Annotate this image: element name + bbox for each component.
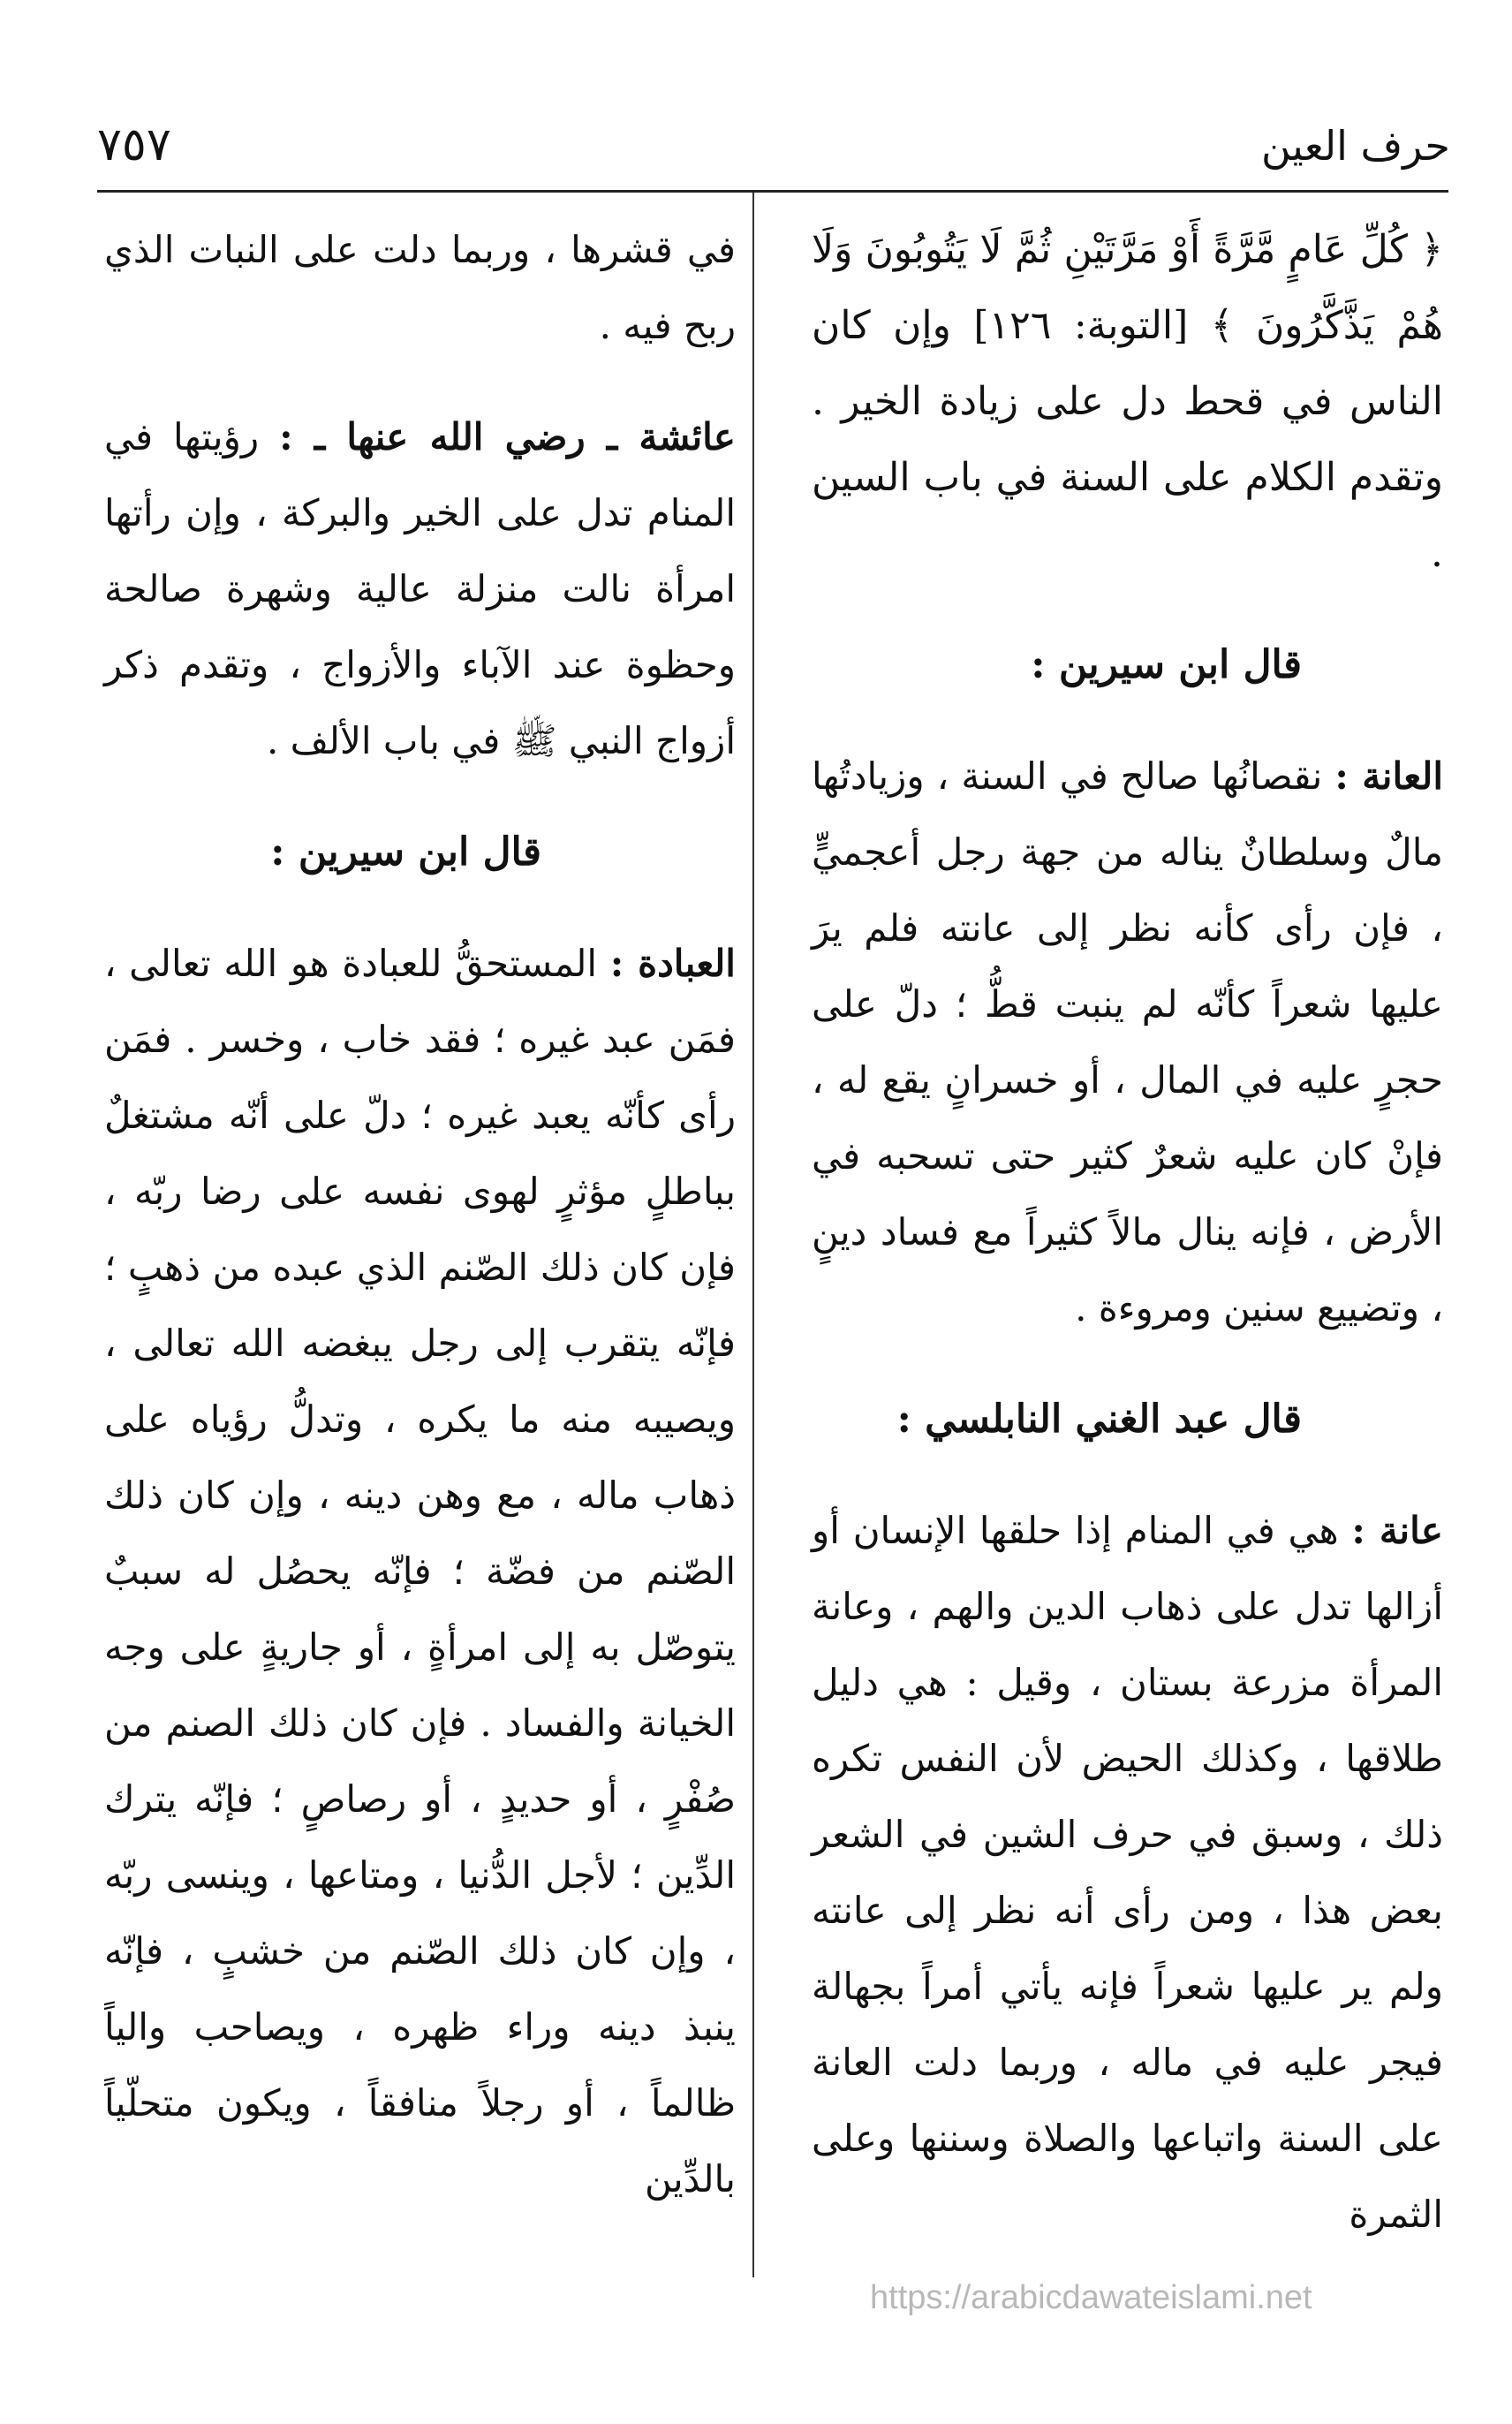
entry-term: العانة : [1334,754,1444,798]
entry-text: هي في المنام إذا حلقها الإنسان أو أزالها تدل على ذهاب الدين والهم ، وعانة المرأة مزرعة بستان ، وقيل : هي دليل طلاقها ، وكذلك الحيض لأن النفس تكره ذلك ، وسبق في حرف الشين في الشعر بعض هذا ، ومن رأى أنه نظر إلى عانته ولم ير عليها شعراً فإنه يأتي أمراً بجهالة فيجر عليه في ماله ، وربما دلت العانة على السنة واتباعها والصلاة وسننها وعلى الثمرة [812,1509,1443,2236]
watermark-url: https://arabicdawateislami.net [870,2279,1312,2316]
section-heading: قال ابن سيرين : [1031,642,1302,687]
entry-term: عانة : [1351,1509,1443,1552]
paragraph: ﴿ كُلِّ عَامٍ مَّرَّةً أَوْ مَرَّتَيْنِ ثُمَّ لَا يَتُوبُونَ وَلَا هُمْ يَذَّكَّرُونَ ﴾ [التوبة: ١٢٦] وإن كان الناس في قحط دل على زيادة الخير . وتقدم الكلام على السنة في باب السين . [812,227,1444,576]
left-column [104,212,736,2217]
entry-paragraph [104,399,736,779]
page-header [97,113,1450,193]
entry-paragraph [812,1493,1443,2253]
header-rule [97,190,1448,193]
section-heading: قال عبد الغني النابلسي : [896,1397,1302,1442]
right-column [812,212,1443,2253]
entry-paragraph [104,926,736,2217]
paragraph: في قشرها ، وربما دلت على النبات الذي ربح فيه . [104,228,736,347]
entry-paragraph [812,739,1443,1346]
entry-term: عائشة ـ رضي الله عنها ـ : [279,415,736,458]
page-number: ٧٥٧ [97,118,171,171]
entry-text: نقصانُها صالح في السنة ، وزيادتُها مالٌ وسلطانٌ يناله من جهة رجل أعجميٍّ ، فإن رأى كأنه نظر إلى عانته فلم يرَ عليها شعراً كأنّه لم ينبت قطُّ ؛ دلّ على حجرٍ عليه في المال ، أو خسرانٍ يقع له ، فإنْ كان عليه شعرٌ كثير حتى تسحبه في الأرض ، فإنه ينال مالاً كثيراً مع فساد دينٍ ، وتضييع سنين ومروءة . [812,754,1443,1329]
running-title: حرف العين [1260,122,1450,170]
entry-term: العبادة : [609,942,736,985]
column-divider [752,193,754,2277]
section-heading: قال ابن سيرين : [270,829,541,875]
entry-text: المستحقُّ للعبادة هو الله تعالى ، فمَن عبد غيره ؛ فقد خاب ، وخسر . فمَن رأى كأنّه يعبد غيره ؛ دلّ على أنّه مشتغلٌ بباطلٍ مؤثرٍ لهوى نفسه على رضا ربّه ، فإن كان ذلك الصّنم الذي عبده من ذهبٍ ؛ فإنّه يتقرب إلى رجل يبغضه الله تعالى ، ويصيبه منه ما يكره ، وتدلُّ رؤياه على ذهاب ماله ، مع وهن دينه ، وإن كان ذلك الصّنم من فضّة ؛ فإنّه يحصُل له سببٌ يتوصّل به إلى امرأةٍ ، أو جاريةٍ على وجه الخيانة والفساد . فإن كان ذلك الصنم من صُفْرٍ ، أو حديدٍ ، أو رصاصٍ ؛ فإنّه يترك الدِّين ؛ لأجل الدُّنيا ، ومتاعها ، وينسى ربّه ، وإن كان ذلك الصّنم من خشبٍ ، فإنّه ينبذ دينه وراء ظهره ، ويصاحب والياً ظالماً ، أو رجلاً منافقاً ، ويكون متحلّياً بالدِّين [104,942,736,2201]
entry-text: رؤيتها في المنام تدل على الخير والبركة ، وإن رأتها امرأة نالت منزلة عالية وشهرة صالحة وحظوة عند الآباء والأزواج ، وتقدم ذكر أزواج النبي ﷺ في باب الألف . [104,415,736,762]
